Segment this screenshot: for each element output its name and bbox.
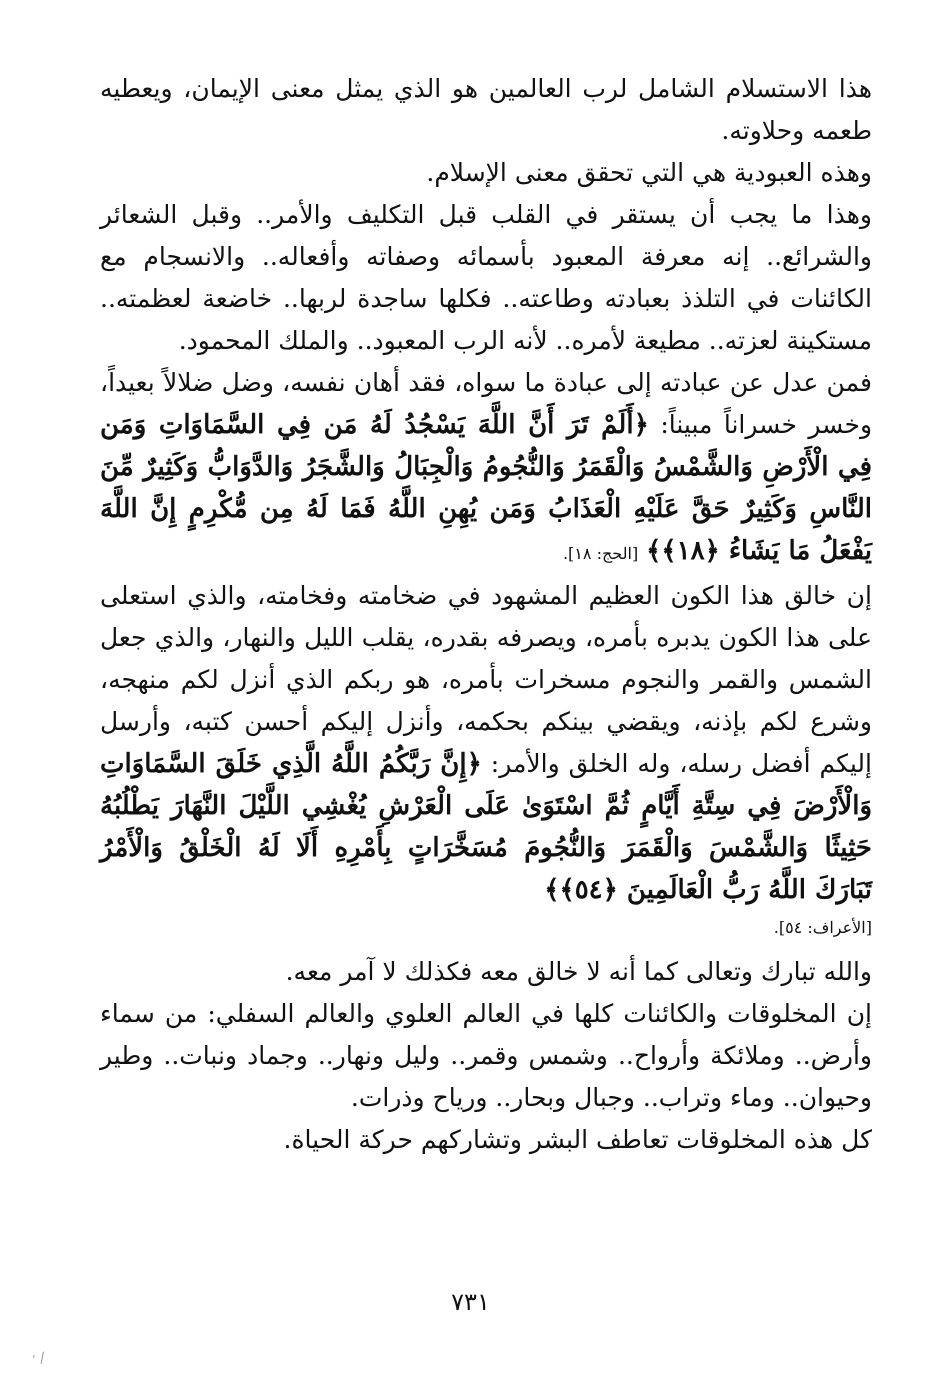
verse-reference-hajj: [الحج: ١٨]. <box>562 544 639 563</box>
quran-verse-araf: ﴿إِنَّ رَبَّكُمُ اللَّهُ الَّذِي خَلَقَ السَّمَاوَاتِ وَالْأَرْضَ فِي سِتَّةِ أَيَّامٍ ثُمَّ اسْتَوَىٰ عَلَى الْعَرْشِ يُغْشِي اللَّيْلَ النَّهَارَ يَطْلُبُهُ حَثِيثًا وَالشَّمْسَ وَالْقَمَرَ وَالنُّجُومَ مُسَخَّرَاتٍ بِأَمْرِهِ أَلَا لَهُ الْخَلْقُ وَالْأَمْرُ تَبَارَكَ اللَّهُ رَبُّ الْعَالَمِينَ ﴿٥٤﴾﴾ <box>100 749 872 905</box>
paragraph-6: والله تبارك وتعالى كما أنه لا خالق معه فكذلك لا آمر معه. <box>285 957 872 986</box>
page-number: ٧٣١ <box>451 1288 490 1316</box>
paragraph-4-text: فمن عدل عن عبادته إلى عبادة ما سواه، فقد أهان نفسه، وضل ضلالاً بعيداً، وخسر خسراناً مبيناً: <box>100 368 873 439</box>
paragraph-1: هذا الاستسلام الشامل لرب العالمين هو الذي يمثل معنى الإيمان، ويعطيه طعمه وحلاوته. <box>100 74 872 145</box>
paragraph-8: كل هذه المخلوقات تعاطف البشر وتشاركهم حركة الحياة. <box>283 1125 872 1154</box>
paragraph-7: إن المخلوقات والكائنات كلها في العالم العلوي والعالم السفلي: من سماء وأرض.. وملائكة وأرواح.. وشمس وقمر.. وليل ونهار.. وجماد ونبات.. وطير وحيوان.. وماء وتراب.. وجبال وبحار.. ورياح وذرات. <box>100 999 872 1112</box>
scan-artifact: ′ ⁄ <box>31 1350 47 1370</box>
paragraph-4 <box>100 362 872 575</box>
verse-reference-araf: [الأعراف: ٥٤]. <box>773 918 872 937</box>
page-body <box>100 68 872 1161</box>
paragraph-3: وهذا ما يجب أن يستقر في القلب قبل التكليف والأمر.. وقبل الشعائر والشرائع.. إنه معرفة المعبود بأسمائه وصفاته وأفعاله.. والانسجام مع الكائنات في التلذذ بعبادته وطاعته.. فكلها ساجدة لربها.. خاضعة لعظمته.. مستكينة لعزته.. مطيعة لأمره.. لأنه الرب المعبود.. والملك المحمود. <box>100 200 872 355</box>
paragraph-5-text: إن خالق هذا الكون العظيم المشهود في ضخامته وفخامته، والذي استعلى على هذا الكون يدبره بأمره، ويصرفه بقدره، يقلب الليل والنهار، والذي جعل الشمس والقمر والنجوم مسخرات بأمره، هو ربكم الذي أنزل لكم منهجه، وشرع لكم بإذنه، ويقضي بينكم بحكمه، وأنزل إليكم أحسن كتبه، وأرسل إليكم أفضل رسله، وله الخلق والأمر: <box>100 581 873 778</box>
paragraph-2: وهذه العبودية هي التي تحقق معنى الإسلام. <box>426 158 872 187</box>
paragraph-5 <box>100 575 872 911</box>
quran-verse-hajj: ﴿أَلَمْ تَرَ أَنَّ اللَّهَ يَسْجُدُ لَهُ مَن فِي السَّمَاوَاتِ وَمَن فِي الْأَرْضِ وَالشَّمْسُ وَالْقَمَرُ وَالنُّجُومُ وَالْجِبَالُ وَالشَّجَرُ وَالدَّوَابُّ وَكَثِيرٌ مِّنَ النَّاسِ وَكَثِيرٌ حَقَّ عَلَيْهِ الْعَذَابُ وَمَن يُهِنِ اللَّهُ فَمَا لَهُ مِن مُّكْرِمٍ إِنَّ اللَّهَ يَفْعَلُ مَا يَشَاءُ ﴿١٨﴾﴾ <box>100 410 872 566</box>
